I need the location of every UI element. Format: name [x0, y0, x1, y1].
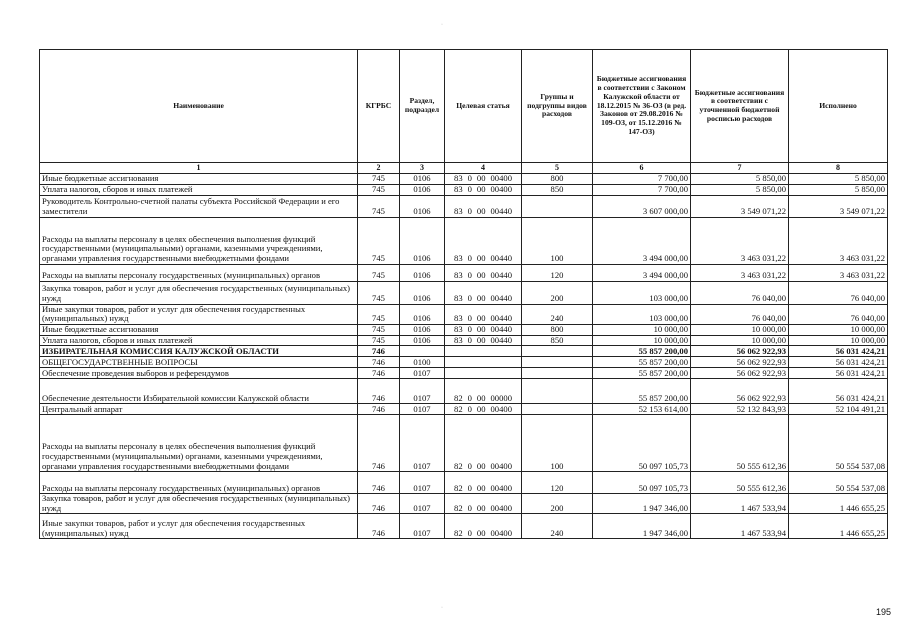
- row-name: Центральный аппарат: [40, 404, 358, 415]
- target-code-part: 00400: [490, 482, 512, 493]
- target-code-part: 83: [454, 324, 463, 334]
- row-executed-amount: 56 031 424,21: [789, 368, 888, 379]
- row-refined-amount: 10 000,00: [691, 335, 789, 346]
- table-row: [40, 281, 888, 304]
- target-code-part: 0: [467, 335, 472, 345]
- row-name: ИЗБИРАТЕЛЬНАЯ КОМИССИЯ КАЛУЖСКОЙ ОБЛАСТИ: [40, 346, 358, 357]
- target-code-part: 83: [454, 270, 463, 280]
- row-kgrbs: 745: [358, 304, 400, 324]
- target-code: [445, 207, 521, 217]
- row-refined-amount: 52 132 843,93: [691, 404, 789, 415]
- row-name: Расходы на выплаты персоналу в целях обеспечения выполнения функций государственными (муниципальными) органами, казенными учреждениями, органами управления государственными внебюджетными фондами: [40, 415, 358, 472]
- target-code-part: 00440: [490, 324, 512, 334]
- target-code-part: 83: [454, 313, 463, 324]
- row-target: [445, 415, 522, 472]
- row-group: [522, 357, 593, 368]
- row-group: 850: [522, 184, 593, 195]
- row-target: [445, 472, 522, 494]
- row-law-amount: 10 000,00: [593, 324, 691, 335]
- row-group: 100: [522, 415, 593, 472]
- target-code-part: 0: [467, 392, 472, 403]
- row-target: [445, 404, 522, 415]
- row-kgrbs: 746: [358, 368, 400, 379]
- target-code-part: 00: [476, 460, 486, 471]
- row-target: [445, 357, 522, 368]
- row-target: [445, 174, 522, 185]
- header-executed: Исполнено: [789, 50, 888, 163]
- row-executed-amount: 50 554 537,08: [789, 472, 888, 494]
- table-row: [40, 217, 888, 264]
- target-code: [445, 174, 521, 184]
- target-code-part: 00440: [490, 313, 512, 324]
- header-name: Наименование: [40, 50, 358, 163]
- row-section: 0106: [400, 335, 445, 346]
- target-code: [445, 271, 521, 281]
- target-code-part: 00: [476, 206, 486, 216]
- target-code: [445, 254, 521, 264]
- table-row: [40, 514, 888, 539]
- table-row: [40, 404, 888, 415]
- target-code-part: 0: [467, 293, 472, 303]
- target-code-part: 00: [476, 502, 486, 513]
- target-code-part: 82: [454, 460, 463, 471]
- table-row: [40, 379, 888, 404]
- row-executed-amount: 50 554 537,08: [789, 415, 888, 472]
- row-executed-amount: 56 031 424,21: [789, 346, 888, 357]
- target-code: [445, 325, 521, 335]
- table-body: [40, 174, 888, 539]
- row-law-amount: 55 857 200,00: [593, 368, 691, 379]
- row-executed-amount: 56 031 424,21: [789, 379, 888, 404]
- row-law-amount: 50 097 105,73: [593, 415, 691, 472]
- target-code-part: 00400: [490, 173, 512, 183]
- row-law-amount: 52 153 614,00: [593, 404, 691, 415]
- row-section: 0107: [400, 379, 445, 404]
- target-code: [445, 314, 521, 324]
- row-group: [522, 346, 593, 357]
- target-code-part: 00: [476, 293, 486, 303]
- target-code-part: 00400: [490, 184, 512, 194]
- row-law-amount: 10 000,00: [593, 335, 691, 346]
- row-executed-amount: 1 446 655,25: [789, 514, 888, 539]
- row-group: [522, 195, 593, 217]
- row-kgrbs: 746: [358, 379, 400, 404]
- target-code-part: 0: [467, 184, 472, 194]
- row-target: [445, 324, 522, 335]
- target-code: [445, 529, 521, 539]
- row-group: 240: [522, 304, 593, 324]
- target-code: [445, 185, 521, 195]
- row-refined-amount: 5 850,00: [691, 174, 789, 185]
- row-executed-amount: 5 850,00: [789, 174, 888, 185]
- target-code-part: 00: [476, 324, 486, 334]
- target-code-part: 82: [454, 502, 463, 513]
- row-section: 0106: [400, 264, 445, 281]
- budget-table: [39, 49, 888, 539]
- row-target: [445, 346, 522, 357]
- row-refined-amount: 76 040,00: [691, 281, 789, 304]
- row-group: 200: [522, 281, 593, 304]
- row-section: 0106: [400, 184, 445, 195]
- row-name: Расходы на выплаты персоналу государственных (муниципальных) органов: [40, 264, 358, 281]
- row-target: [445, 379, 522, 404]
- row-kgrbs: 746: [358, 404, 400, 415]
- row-law-amount: 7 700,00: [593, 184, 691, 195]
- row-executed-amount: 10 000,00: [789, 324, 888, 335]
- target-code: [445, 294, 521, 304]
- row-target: [445, 217, 522, 264]
- target-code-part: 0: [467, 173, 472, 183]
- table-row: [40, 415, 888, 472]
- row-kgrbs: 746: [358, 357, 400, 368]
- row-section: 0106: [400, 174, 445, 185]
- row-executed-amount: 52 104 491,21: [789, 404, 888, 415]
- row-name: Обеспечение деятельности Избирательной комиссии Калужской области: [40, 379, 358, 404]
- target-code-part: 00: [476, 403, 486, 414]
- row-executed-amount: 56 031 424,21: [789, 357, 888, 368]
- row-law-amount: 3 494 000,00: [593, 217, 691, 264]
- row-refined-amount: 56 062 922,93: [691, 379, 789, 404]
- target-code-part: 00: [476, 392, 486, 403]
- row-section: 0107: [400, 404, 445, 415]
- row-law-amount: 1 947 346,00: [593, 514, 691, 539]
- table-row: [40, 357, 888, 368]
- row-kgrbs: 745: [358, 217, 400, 264]
- row-law-amount: 3 607 000,00: [593, 195, 691, 217]
- header-section: Раздел, подраздел: [400, 50, 445, 163]
- column-number: 8: [789, 163, 888, 174]
- row-law-amount: 1 947 346,00: [593, 494, 691, 514]
- table-row: [40, 174, 888, 185]
- row-refined-amount: 5 850,00: [691, 184, 789, 195]
- row-refined-amount: 56 062 922,93: [691, 357, 789, 368]
- row-section: 0107: [400, 494, 445, 514]
- header-kgrbs: КГРБС: [358, 50, 400, 163]
- row-section: 0106: [400, 281, 445, 304]
- row-kgrbs: 745: [358, 195, 400, 217]
- row-refined-amount: 50 555 612,36: [691, 472, 789, 494]
- row-target: [445, 195, 522, 217]
- table-row: [40, 346, 888, 357]
- row-executed-amount: 1 446 655,25: [789, 494, 888, 514]
- row-refined-amount: 3 549 071,22: [691, 195, 789, 217]
- target-code-part: 00: [476, 335, 486, 345]
- row-section: [400, 346, 445, 357]
- row-name: Иные закупки товаров, работ и услуг для обеспечения государственных (муниципальных) нужд: [40, 304, 358, 324]
- row-law-amount: 103 000,00: [593, 304, 691, 324]
- row-refined-amount: 76 040,00: [691, 304, 789, 324]
- table-row: [40, 264, 888, 281]
- row-refined-amount: 10 000,00: [691, 324, 789, 335]
- target-code: [445, 394, 521, 404]
- row-refined-amount: 56 062 922,93: [691, 346, 789, 357]
- header-groups: Группы и подгруппы видов расходов: [522, 50, 593, 163]
- row-group: 850: [522, 335, 593, 346]
- row-section: 0106: [400, 324, 445, 335]
- row-kgrbs: 745: [358, 184, 400, 195]
- row-refined-amount: 3 463 031,22: [691, 264, 789, 281]
- target-code-part: 00440: [490, 335, 512, 345]
- column-number: 1: [40, 163, 358, 174]
- table-row: [40, 368, 888, 379]
- row-group: 200: [522, 494, 593, 514]
- target-code: [445, 504, 521, 514]
- row-kgrbs: 745: [358, 264, 400, 281]
- table-row: [40, 494, 888, 514]
- target-code-part: 0: [467, 313, 472, 324]
- row-group: 120: [522, 472, 593, 494]
- row-section: 0107: [400, 415, 445, 472]
- target-code-part: 00: [476, 482, 486, 493]
- scan-mark: ·: [441, 605, 443, 611]
- row-executed-amount: 76 040,00: [789, 304, 888, 324]
- target-code-part: 83: [454, 293, 463, 303]
- column-number-row: [40, 163, 888, 174]
- row-name: Уплата налогов, сборов и иных платежей: [40, 335, 358, 346]
- row-name: Расходы на выплаты персоналу государственных (муниципальных) органов: [40, 472, 358, 494]
- target-code-part: 82: [454, 527, 463, 538]
- target-code: [445, 405, 521, 415]
- row-name: Руководитель Контрольно-счетной палаты субъекта Российской Федерации и его заместители: [40, 195, 358, 217]
- target-code-part: 00440: [490, 253, 512, 263]
- target-code: [445, 484, 521, 494]
- target-code-part: 00: [476, 184, 486, 194]
- target-code-part: 00: [476, 527, 486, 538]
- row-name: ОБЩЕГОСУДАРСТВЕННЫЕ ВОПРОСЫ: [40, 357, 358, 368]
- row-kgrbs: 746: [358, 494, 400, 514]
- row-executed-amount: 76 040,00: [789, 281, 888, 304]
- row-kgrbs: 746: [358, 472, 400, 494]
- row-law-amount: 103 000,00: [593, 281, 691, 304]
- row-kgrbs: 746: [358, 514, 400, 539]
- row-name: Обеспечение проведения выборов и референдумов: [40, 368, 358, 379]
- target-code-part: 0: [467, 502, 472, 513]
- column-number: 6: [593, 163, 691, 174]
- row-section: 0107: [400, 514, 445, 539]
- row-refined-amount: 3 463 031,22: [691, 217, 789, 264]
- table-row: [40, 335, 888, 346]
- row-group: 120: [522, 264, 593, 281]
- target-code-part: 00400: [490, 502, 512, 513]
- target-code: [445, 336, 521, 346]
- column-number: 4: [445, 163, 522, 174]
- target-code-part: 00440: [490, 270, 512, 280]
- target-code-part: 83: [454, 206, 463, 216]
- table-row: [40, 195, 888, 217]
- target-code-part: 0: [467, 270, 472, 280]
- row-refined-amount: 1 467 533,94: [691, 514, 789, 539]
- header-row: [40, 50, 888, 163]
- target-code-part: 00400: [490, 460, 512, 471]
- table-row: [40, 472, 888, 494]
- row-law-amount: 55 857 200,00: [593, 357, 691, 368]
- row-target: [445, 368, 522, 379]
- target-code-part: 00: [476, 313, 486, 324]
- row-refined-amount: 50 555 612,36: [691, 415, 789, 472]
- target-code-part: 82: [454, 482, 463, 493]
- row-name: Уплата налогов, сборов и иных платежей: [40, 184, 358, 195]
- row-refined-amount: 56 062 922,93: [691, 368, 789, 379]
- header-target: Целевая статья: [445, 50, 522, 163]
- table-row: [40, 304, 888, 324]
- target-code-part: 00000: [490, 392, 512, 403]
- row-law-amount: 55 857 200,00: [593, 379, 691, 404]
- header-law: Бюджетные ассигнования в соответствии с Законом Калужской области от 18.12.2015 № 36-ОЗ (в ред. Законов от 29.08.2016 № 109-ОЗ, от 15.12.2016 № 147-ОЗ): [593, 50, 691, 163]
- row-group: 240: [522, 514, 593, 539]
- column-number: 3: [400, 163, 445, 174]
- row-executed-amount: 3 463 031,22: [789, 264, 888, 281]
- column-number: 2: [358, 163, 400, 174]
- row-executed-amount: 3 549 071,22: [789, 195, 888, 217]
- row-group: 800: [522, 324, 593, 335]
- target-code-part: 82: [454, 403, 463, 414]
- row-kgrbs: 745: [358, 174, 400, 185]
- row-section: 0100: [400, 357, 445, 368]
- target-code-part: 0: [467, 460, 472, 471]
- row-kgrbs: 745: [358, 324, 400, 335]
- target-code-part: 00400: [490, 527, 512, 538]
- scan-mark: ·: [441, 22, 443, 28]
- target-code-part: 82: [454, 392, 463, 403]
- row-group: [522, 404, 593, 415]
- row-section: 0107: [400, 368, 445, 379]
- table-row: [40, 324, 888, 335]
- row-law-amount: 55 857 200,00: [593, 346, 691, 357]
- row-target: [445, 494, 522, 514]
- row-target: [445, 264, 522, 281]
- row-name: Расходы на выплаты персоналу в целях обеспечения выполнения функций государственными (муниципальными) органами, казенными учреждениями, органами управления государственными внебюджетными фондами: [40, 217, 358, 264]
- header-refined: Бюджетные ассигнования в соответствии с уточненной бюджетной росписью расходов: [691, 50, 789, 163]
- target-code-part: 0: [467, 527, 472, 538]
- row-group: 800: [522, 174, 593, 185]
- row-name: Иные бюджетные ассигнования: [40, 174, 358, 185]
- target-code-part: 0: [467, 324, 472, 334]
- row-law-amount: 7 700,00: [593, 174, 691, 185]
- target-code-part: 00: [476, 253, 486, 263]
- column-number: 7: [691, 163, 789, 174]
- row-kgrbs: 745: [358, 281, 400, 304]
- row-kgrbs: 746: [358, 346, 400, 357]
- row-target: [445, 184, 522, 195]
- row-target: [445, 514, 522, 539]
- row-law-amount: 50 097 105,73: [593, 472, 691, 494]
- target-code-part: 83: [454, 173, 463, 183]
- row-kgrbs: 746: [358, 415, 400, 472]
- target-code-part: 0: [467, 253, 472, 263]
- row-name: Закупка товаров, работ и услуг для обеспечения государственных (муниципальных) нужд: [40, 281, 358, 304]
- target-code-part: 0: [467, 482, 472, 493]
- target-code-part: 0: [467, 206, 472, 216]
- row-section: 0106: [400, 304, 445, 324]
- row-section: 0106: [400, 195, 445, 217]
- row-group: 100: [522, 217, 593, 264]
- row-name: Иные закупки товаров, работ и услуг для обеспечения государственных (муниципальных) нужд: [40, 514, 358, 539]
- target-code-part: 00400: [490, 403, 512, 414]
- column-number: 5: [522, 163, 593, 174]
- row-kgrbs: 745: [358, 335, 400, 346]
- target-code-part: 83: [454, 335, 463, 345]
- row-group: [522, 379, 593, 404]
- row-name: Иные бюджетные ассигнования: [40, 324, 358, 335]
- target-code-part: 00: [476, 173, 486, 183]
- row-executed-amount: 5 850,00: [789, 184, 888, 195]
- row-target: [445, 281, 522, 304]
- target-code-part: 00440: [490, 293, 512, 303]
- row-section: 0106: [400, 217, 445, 264]
- table-row: [40, 184, 888, 195]
- target-code-part: 00: [476, 270, 486, 280]
- target-code-part: 83: [454, 253, 463, 263]
- row-executed-amount: 3 463 031,22: [789, 217, 888, 264]
- row-section: 0107: [400, 472, 445, 494]
- row-group: [522, 368, 593, 379]
- row-executed-amount: 10 000,00: [789, 335, 888, 346]
- target-code-part: 0: [467, 403, 472, 414]
- target-code: [445, 462, 521, 472]
- target-code-part: 83: [454, 184, 463, 194]
- page-number: 195: [875, 607, 891, 617]
- row-target: [445, 304, 522, 324]
- row-law-amount: 3 494 000,00: [593, 264, 691, 281]
- row-refined-amount: 1 467 533,94: [691, 494, 789, 514]
- target-code-part: 00440: [490, 206, 512, 216]
- row-target: [445, 335, 522, 346]
- row-name: Закупка товаров, работ и услуг для обеспечения государственных (муниципальных) нужд: [40, 494, 358, 514]
